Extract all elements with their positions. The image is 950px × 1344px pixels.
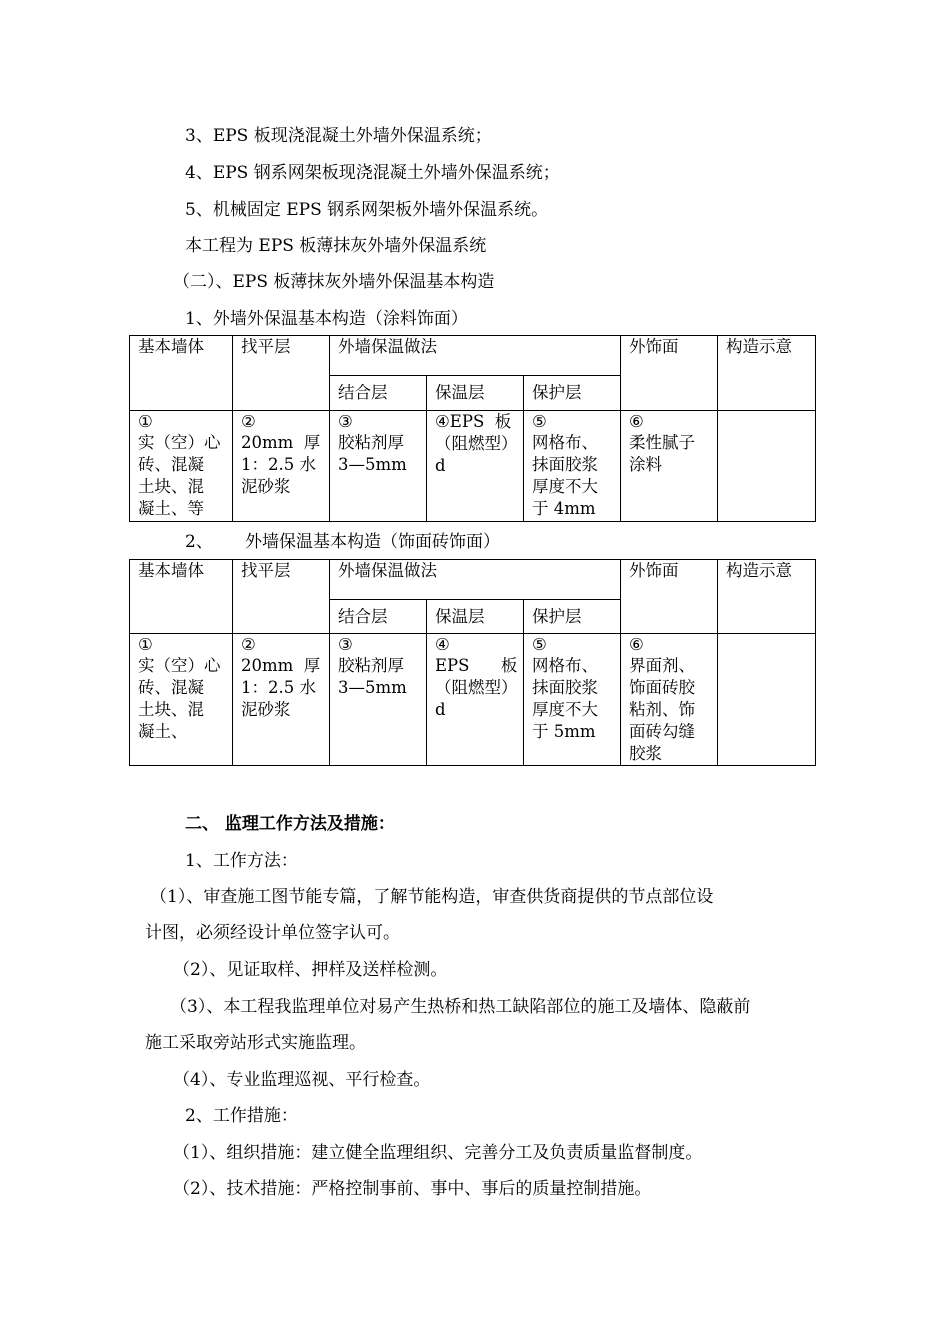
cell-line: EPS 板 xyxy=(435,656,518,675)
method-3-line-1: （3）、本工程我监理单位对易产生热桥和热工缺陷部位的施工及墙体、隐蔽前 xyxy=(170,997,751,1017)
cell-mark: ⑤ xyxy=(532,635,547,654)
cell-insulation xyxy=(427,634,524,766)
header-insulation: 保温层 xyxy=(427,600,524,634)
list-item-5: 5、机械固定 EPS 钢系网架板外墙外保温系统。 xyxy=(185,200,549,220)
cell-diagram xyxy=(718,634,816,766)
cell-line: 土块、混 xyxy=(138,477,204,496)
cell-line: 胶浆 xyxy=(629,744,663,763)
header-finish: 外饰面 xyxy=(621,560,718,634)
cell-mark: ⑥ xyxy=(629,412,644,431)
cell-line: 3—5mm xyxy=(338,455,407,474)
section-title: （二）、EPS 板薄抹灰外墙外保温基本构造 xyxy=(173,272,495,292)
header-method: 外墙保温做法 xyxy=(330,560,621,600)
cell-line: 于 5mm xyxy=(532,722,596,741)
list-item-3: 3、EPS 板现浇混凝土外墙外保温系统； xyxy=(185,126,492,146)
header-leveling: 找平层 xyxy=(233,560,330,634)
cell-mark: ④ xyxy=(435,635,450,654)
cell-line: 网格布、 xyxy=(532,433,598,452)
cell-finish xyxy=(621,411,718,522)
cell-line: 泥砂浆 xyxy=(241,700,291,719)
cell-protection xyxy=(524,634,621,766)
header-bond: 结合层 xyxy=(330,600,427,634)
header-leveling: 找平层 xyxy=(233,336,330,411)
list-item-4: 4、EPS 钢系网架板现浇混凝土外墙外保温系统； xyxy=(185,163,560,183)
cell-bond xyxy=(330,411,427,522)
header-base-wall: 基本墙体 xyxy=(130,560,233,634)
measure-1: （1）、组织措施：建立健全监理组织、完善分工及负责质量监督制度。 xyxy=(173,1143,703,1163)
cell-line: 饰面砖胶 xyxy=(629,678,696,697)
method-2: （2）、见证取样、押样及送样检测。 xyxy=(173,960,448,980)
cell-line: 20mm 厚 xyxy=(241,656,321,675)
cell-mark: ③ xyxy=(338,635,353,654)
cell-line: 实（空）心 xyxy=(138,433,221,452)
cell-mark: ③ xyxy=(338,412,353,431)
cell-line: 粘剂、饰 xyxy=(629,700,696,719)
cell-mark: ① xyxy=(138,635,153,654)
cell-line: 凝土、等 xyxy=(138,499,204,518)
cell-line: 20mm 厚 xyxy=(241,433,321,452)
cell-line: 界面剂、 xyxy=(629,656,696,675)
cell-line: 抹面胶浆 xyxy=(532,455,598,474)
cell-line: 砖、混凝 xyxy=(138,678,204,697)
cell-mark: ⑤ xyxy=(532,412,547,431)
measure-2: （2）、技术措施：严格控制事前、事中、事后的质量控制措施。 xyxy=(173,1179,652,1199)
cell-line: 柔性腻子 xyxy=(629,433,696,452)
cell-line: 涂料 xyxy=(629,455,663,474)
construction-table-2 xyxy=(129,559,816,766)
cell-line: 实（空）心 xyxy=(138,656,221,675)
cell-line: 1：2.5 水 xyxy=(241,455,316,474)
cell-mark: ① xyxy=(138,412,153,431)
cell-mark: ② xyxy=(241,412,256,431)
cell-line: （阻燃型） xyxy=(435,678,518,697)
header-finish: 外饰面 xyxy=(621,336,718,411)
cell-line: 土块、混 xyxy=(138,700,204,719)
method-3-line-2: 施工采取旁站形式实施监理。 xyxy=(145,1033,366,1053)
cell-line: 胶粘剂厚 xyxy=(338,656,404,675)
cell-line: 胶粘剂厚 xyxy=(338,433,404,452)
cell-line: 厚度不大 xyxy=(532,700,598,719)
cell-leveling xyxy=(233,411,330,522)
cell-diagram xyxy=(718,411,816,522)
cell-line: d xyxy=(435,456,446,475)
table2-caption-number: 2、 xyxy=(185,532,213,552)
cell-line: 于 4mm xyxy=(532,499,596,518)
header-base-wall: 基本墙体 xyxy=(130,336,233,411)
section-heading: 二、 监理工作方法及措施： xyxy=(185,814,395,834)
header-insulation: 保温层 xyxy=(427,376,524,411)
cell-line: （阻燃型） xyxy=(435,434,518,453)
cell-finish xyxy=(621,634,718,766)
cell-line: 厚度不大 xyxy=(532,477,598,496)
cell-line: 1：2.5 水 xyxy=(241,678,316,697)
measures-title: 2、工作措施： xyxy=(185,1106,298,1126)
cell-line: 凝土、 xyxy=(138,722,188,741)
cell-leveling xyxy=(233,634,330,766)
cell-protection xyxy=(524,411,621,522)
cell-base-wall xyxy=(130,411,233,522)
header-protection: 保护层 xyxy=(524,600,621,634)
cell-line: 抹面胶浆 xyxy=(532,678,598,697)
cell-line: ④EPS 板 xyxy=(435,412,512,431)
cell-bond xyxy=(330,634,427,766)
methods-title: 1、工作方法： xyxy=(185,851,298,871)
method-1-line-2: 计图，必须经设计单位签字认可。 xyxy=(145,923,400,943)
cell-mark: ⑥ xyxy=(629,635,644,654)
cell-line: 泥砂浆 xyxy=(241,477,291,496)
cell-line: 砖、混凝 xyxy=(138,455,204,474)
cell-line: 面砖勾缝 xyxy=(629,722,696,741)
cell-base-wall xyxy=(130,634,233,766)
project-note: 本工程为 EPS 板薄抹灰外墙外保温系统 xyxy=(185,236,487,256)
cell-line: 3—5mm xyxy=(338,678,407,697)
construction-table-1 xyxy=(129,335,816,522)
header-method: 外墙保温做法 xyxy=(330,336,621,376)
header-diagram: 构造示意 xyxy=(718,560,816,634)
method-4: （4）、专业监理巡视、平行检查。 xyxy=(173,1070,431,1090)
cell-insulation xyxy=(427,411,524,522)
table2-caption: 外墙保温基本构造（饰面砖饰面） xyxy=(245,532,500,552)
header-bond: 结合层 xyxy=(330,376,427,411)
cell-line: 网格布、 xyxy=(532,656,598,675)
header-diagram: 构造示意 xyxy=(718,336,816,411)
table1-caption: 1、外墙外保温基本构造（涂料饰面） xyxy=(185,309,468,329)
cell-line: d xyxy=(435,700,446,719)
cell-mark: ② xyxy=(241,635,256,654)
method-1-line-1: （1）、审查施工图节能专篇，了解节能构造，审查供货商提供的节点部位设 xyxy=(150,887,714,907)
header-protection: 保护层 xyxy=(524,376,621,411)
